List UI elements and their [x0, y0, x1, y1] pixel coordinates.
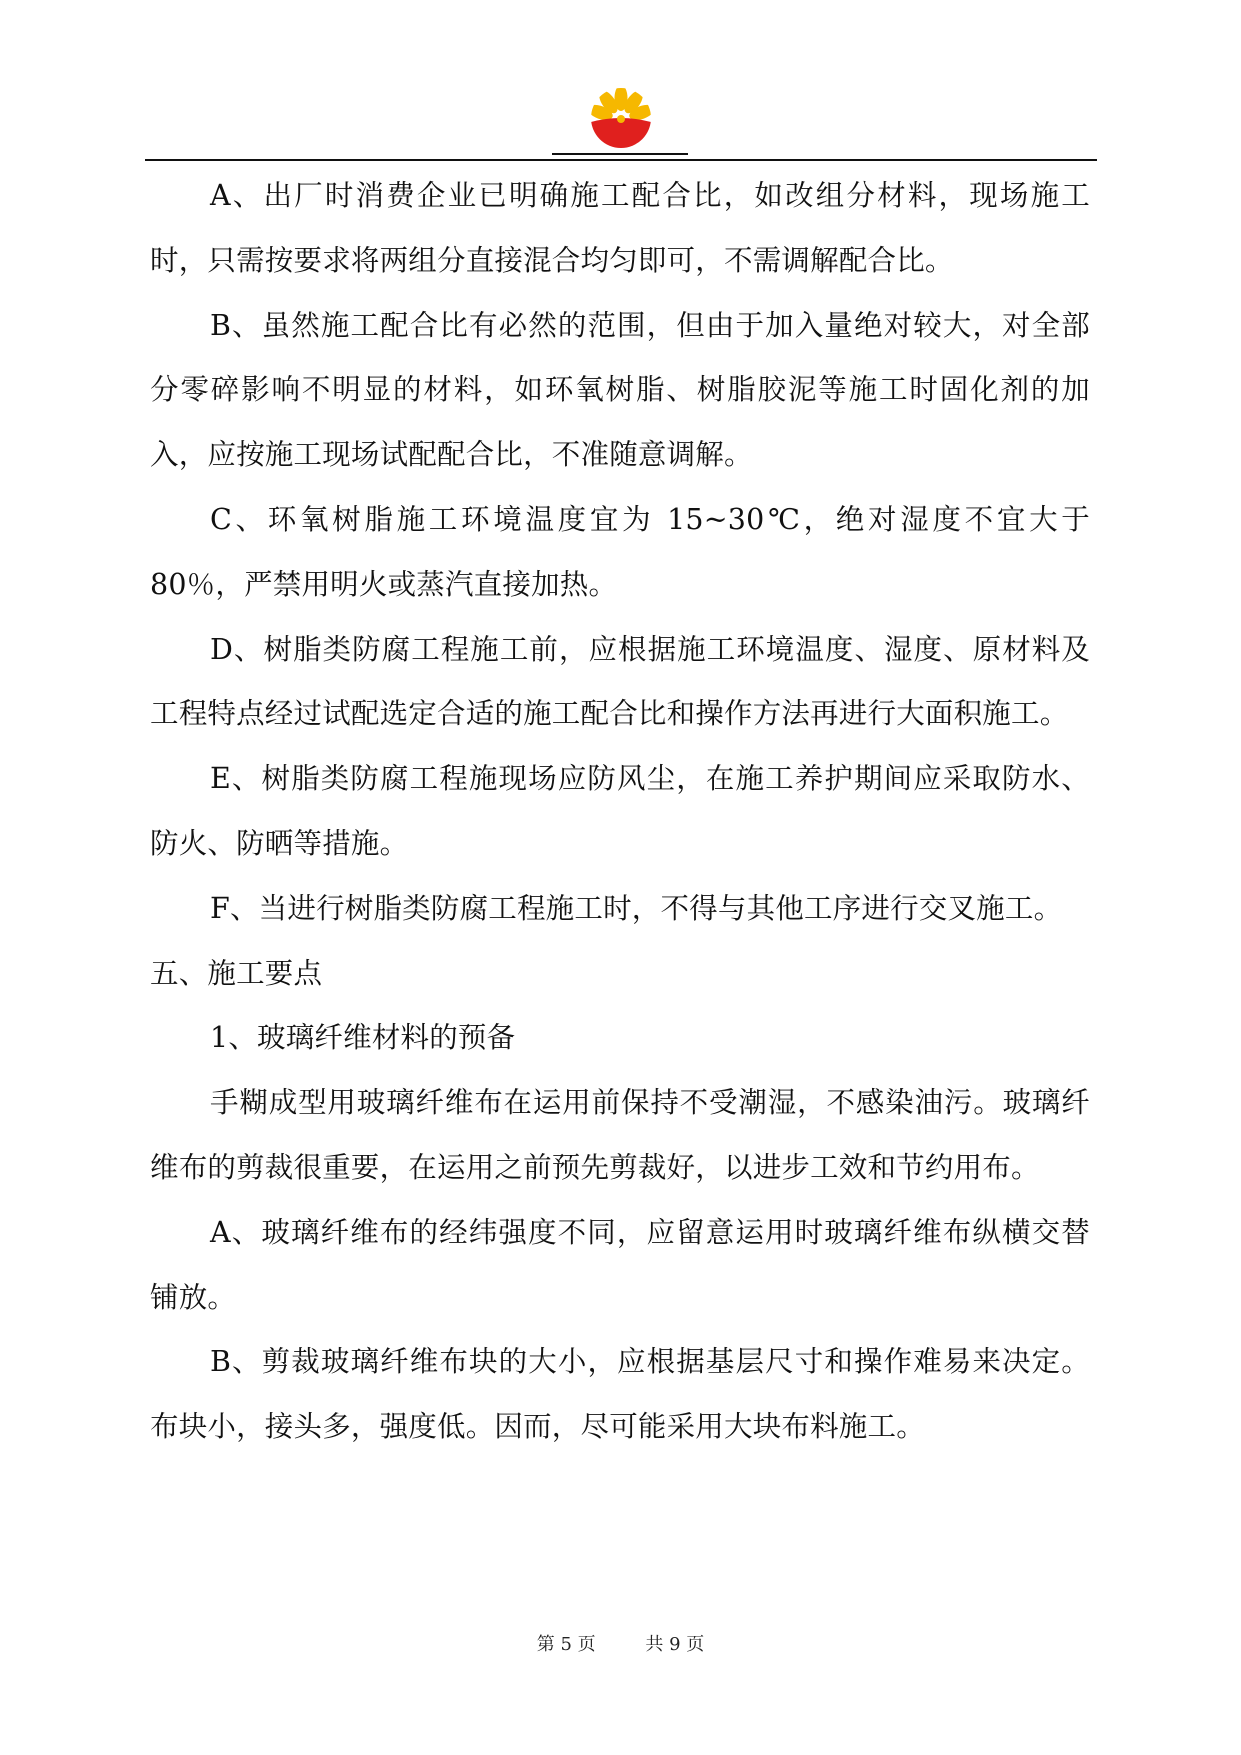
section-heading: 五、施工要点 — [150, 956, 323, 990]
page-footer — [0, 1630, 1241, 1656]
paragraph: B、虽然施工配合比有必然的范围，但由于加入量绝对较大，对全部分零碎影响不明显的材料，如环氧树脂、树脂胶泥等施工时固化剂的加入，应按施工现场试配配合比，不准随意调解。 — [150, 308, 1090, 472]
paragraph: B、剪裁玻璃纤维布块的大小，应根据基层尺寸和操作难易来决定。布块小，接头多，强度低。因而，尽可能采用大块布料施工。 — [150, 1345, 1090, 1444]
paragraph: F、当进行树脂类防腐工程施工时，不得与其他工序进行交叉施工。 — [210, 891, 1063, 925]
subsection-heading: 1、玻璃纤维材料的预备 — [210, 1021, 516, 1055]
paragraph: E、树脂类防腐工程施现场应防风尘，在施工养护期间应采取防水、防火、防晒等措施。 — [150, 762, 1090, 860]
document-body — [150, 164, 1090, 1460]
page-number-current: 第 5 页 — [536, 1634, 596, 1655]
header-rule — [145, 159, 1097, 161]
paragraph: A、出厂时消费企业已明确施工配合比，如改组分材料，现场施工时，只需按要求将两组分直接混合均匀即可，不需调解配合比。 — [150, 179, 1090, 277]
paragraph: C、环氧树脂施工环境温度宜为 15~30℃，绝对湿度不宜大于 80％，严禁用明火或蒸汽直接加热。 — [150, 502, 1090, 601]
header-accent-rule — [552, 153, 688, 155]
paragraph: 手糊成型用玻璃纤维布在运用前保持不受潮湿，不感染油污。玻璃纤维布的剪裁很重要，在运用之前预先剪裁好，以进步工效和节约用布。 — [150, 1086, 1090, 1184]
page-number-total: 共 9 页 — [645, 1634, 705, 1655]
paragraph: D、树脂类防腐工程施工前，应根据施工环境温度、湿度、原材料及工程特点经过试配选定合适的施工配合比和操作方法再进行大面积施工。 — [150, 632, 1090, 731]
petrochina-logo-icon — [589, 86, 653, 150]
paragraph: A、玻璃纤维布的经纬强度不同，应留意运用时玻璃纤维布纵横交替铺放。 — [150, 1215, 1090, 1314]
